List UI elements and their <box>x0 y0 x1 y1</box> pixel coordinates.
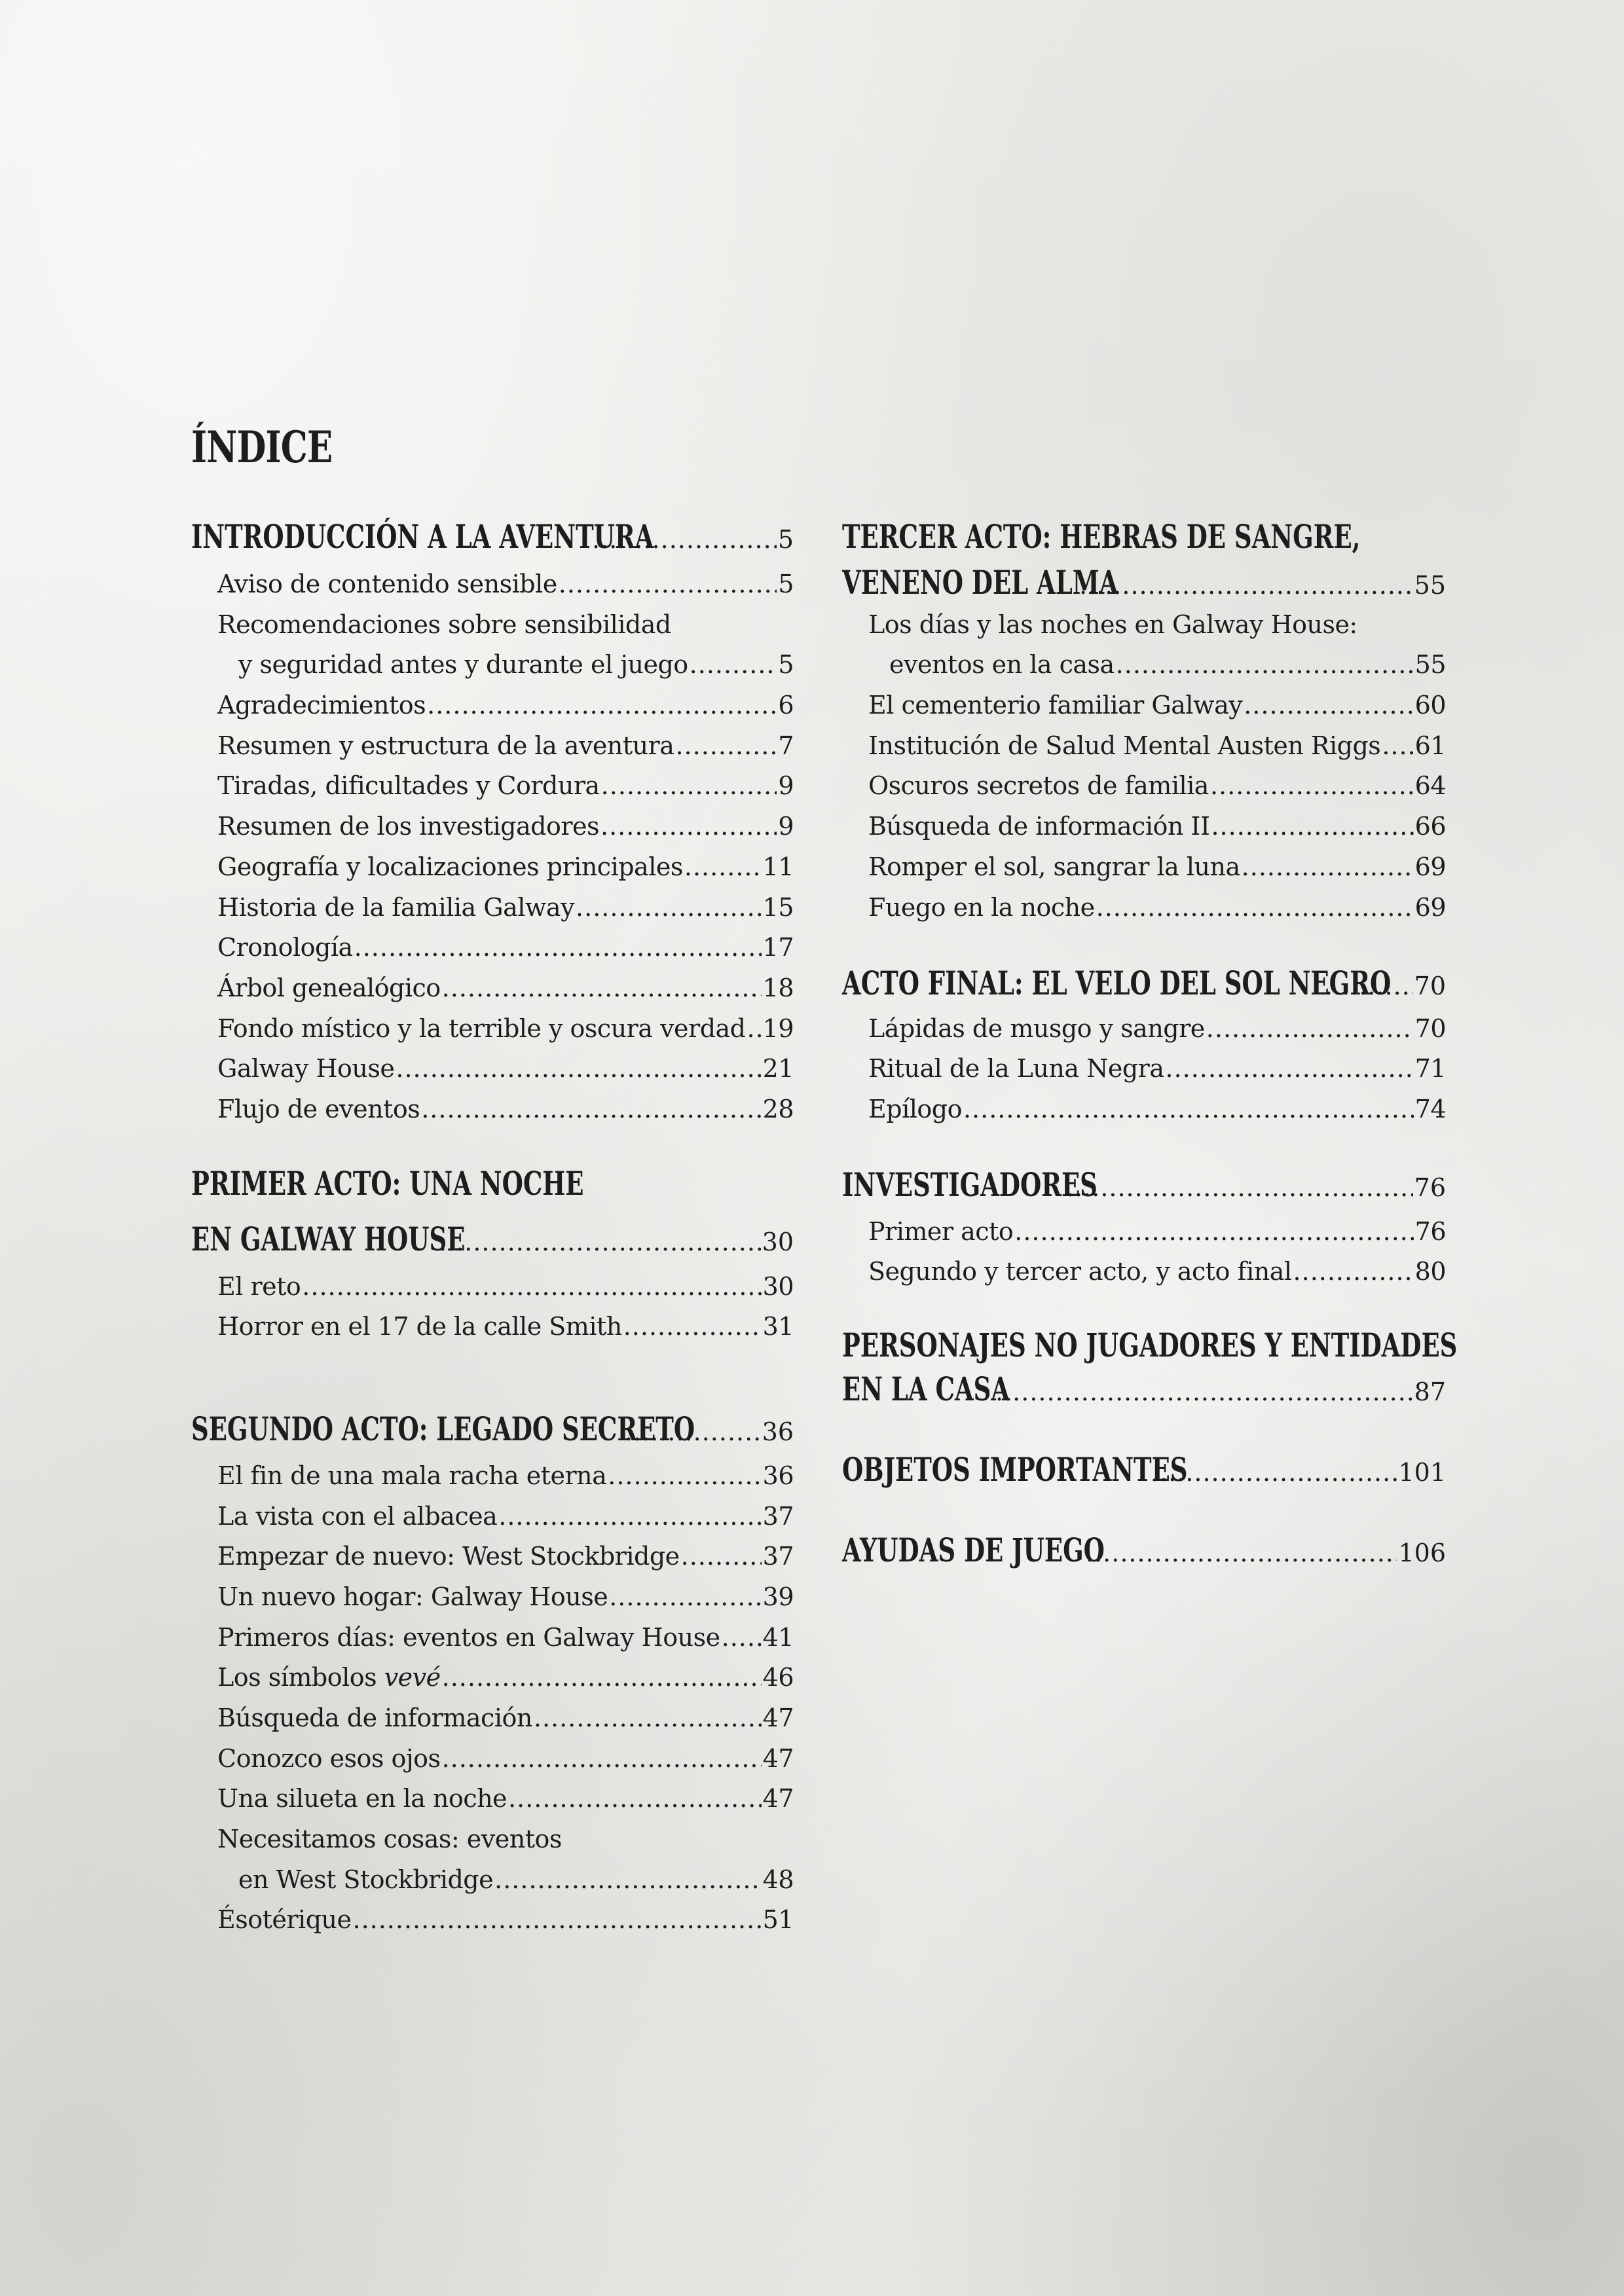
toc-section-objects[interactable] <box>842 1450 1446 1489</box>
section-title: OBJETOS IMPORTANTES <box>842 1450 1188 1489</box>
section-title-line: PRIMER ACTO: UNA NOCHE <box>191 1164 584 1203</box>
section-title: EN LA CASA <box>842 1370 1010 1408</box>
toc-entry[interactable]: eventos en la casa ..... 55 <box>889 652 1446 677</box>
toc-entry[interactable]: Recomendaciones sobre sensibilidad <box>217 610 671 639</box>
toc-entry[interactable]: Los símbolos vevé ..... 46 <box>217 1665 794 1690</box>
toc-section-act3[interactable] <box>842 563 1446 602</box>
toc-entry[interactable]: Geografía y localizaciones principales ..... 11 <box>217 854 794 879</box>
toc-entry[interactable]: Empezar de nuevo: West Stockbridge ..... 37 <box>217 1544 794 1569</box>
section-title: INVESTIGADORES <box>842 1165 1098 1204</box>
page-number: 30 <box>762 1228 794 1256</box>
leader-dots <box>1151 1460 1397 1485</box>
page-number: 70 <box>1414 972 1446 1000</box>
page-number: 87 <box>1414 1377 1446 1406</box>
toc-entry[interactable]: Oscuros secretos de familia ..... 64 <box>868 773 1446 798</box>
section-title: VENENO DEL ALMA <box>842 563 1118 602</box>
toc-entry[interactable]: Ésotérique ..... 51 <box>217 1907 794 1932</box>
toc-entry[interactable]: Historia de la familia Galway ..... 15 <box>217 895 794 920</box>
toc-section-act1[interactable] <box>191 1220 794 1258</box>
toc-entry[interactable]: Conozco esos ojos ..... 47 <box>217 1746 794 1771</box>
page-number: 55 <box>1414 571 1446 600</box>
toc-entry[interactable]: y seguridad antes y durante el juego ..... 5 <box>238 652 794 677</box>
toc-entry[interactable]: Galway House ..... 21 <box>217 1056 794 1081</box>
toc-entry[interactable]: Fuego en la noche ..... 69 <box>868 895 1446 920</box>
toc-entry[interactable]: Árbol genealógico ..... 18 <box>217 975 794 1000</box>
page-number: 101 <box>1398 1458 1446 1487</box>
page-number: 5 <box>777 525 794 554</box>
toc-entry[interactable]: Un nuevo hogar: Galway House ..... 39 <box>217 1584 794 1609</box>
toc-entry[interactable]: Primer acto ..... 76 <box>868 1219 1446 1244</box>
leader-dots <box>439 1230 761 1254</box>
section-title-line: TERCER ACTO: HEBRAS DE SANGRE, <box>842 517 1361 556</box>
toc-entry[interactable]: Resumen y estructura de la aventura ..... 7 <box>217 733 794 758</box>
toc-section-final-act[interactable] <box>842 964 1446 1002</box>
toc-entry[interactable]: Ritual de la Luna Negra ..... 71 <box>868 1056 1446 1081</box>
toc-section-game-aids[interactable] <box>842 1531 1446 1569</box>
toc-entry[interactable]: Cronología ..... 17 <box>217 935 794 960</box>
toc-entry[interactable]: Agradecimientos ..... 6 <box>217 693 794 718</box>
leader-dots <box>995 1379 1413 1404</box>
toc-entry[interactable]: Institución de Salud Mental Austen Riggs ..... 61 <box>868 733 1446 758</box>
leader-dots <box>1066 1175 1413 1200</box>
toc-entry[interactable]: Segundo y tercer acto, y acto final ..... 80 <box>868 1259 1446 1284</box>
section-title: SEGUNDO ACTO: LEGADO SECRETO <box>191 1410 695 1448</box>
section-title: INTRODUCCIÓN A LA AVENTURA <box>191 517 654 556</box>
page-number: 106 <box>1398 1539 1446 1567</box>
leader-dots <box>1086 1540 1397 1565</box>
toc-section-intro[interactable] <box>191 517 794 556</box>
toc-entry[interactable]: Lápidas de musgo y sangre ..... 70 <box>868 1016 1446 1041</box>
toc-entry[interactable]: Fondo místico y la terrible y oscura verdad ..... 19 <box>217 1016 794 1041</box>
section-title: AYUDAS DE JUEGO <box>842 1531 1105 1569</box>
section-title-line: PERSONAJES NO JUGADORES Y ENTIDADES <box>842 1326 1458 1364</box>
toc-entry[interactable]: Los días y las noches en Galway House: <box>868 610 1357 639</box>
toc-entry[interactable]: Flujo de eventos ..... 28 <box>217 1097 794 1121</box>
toc-section-npcs[interactable] <box>842 1370 1446 1408</box>
toc-entry[interactable]: El fin de una mala racha eterna ..... 36 <box>217 1463 794 1488</box>
section-title: EN GALWAY HOUSE <box>191 1220 466 1258</box>
toc-entry[interactable]: Primeros días: eventos en Galway House ..... 41 <box>217 1625 794 1650</box>
toc-section-investigators[interactable] <box>842 1165 1446 1204</box>
leader-dots <box>1079 573 1413 598</box>
toc-entry[interactable]: Una silueta en la noche ..... 47 <box>217 1786 794 1811</box>
toc-entry[interactable]: Romper el sol, sangrar la luna ..... 69 <box>868 854 1446 879</box>
toc-entry[interactable]: El reto ..... 30 <box>217 1274 794 1299</box>
toc-entry[interactable]: La vista con el albacea ..... 37 <box>217 1504 794 1529</box>
toc-entry[interactable]: Búsqueda de información ..... 47 <box>217 1705 794 1730</box>
toc-entry[interactable]: Epílogo ..... 74 <box>868 1097 1446 1121</box>
toc-entry[interactable]: Necesitamos cosas: eventos <box>217 1825 562 1853</box>
toc-entry[interactable]: Resumen de los investigadores ..... 9 <box>217 814 794 839</box>
page-title: ÍNDICE <box>191 422 333 473</box>
page-number: 76 <box>1414 1173 1446 1202</box>
toc-entry[interactable]: El cementerio familiar Galway ..... 60 <box>868 693 1446 718</box>
toc-section-act2[interactable] <box>191 1410 794 1448</box>
toc-entry[interactable]: en West Stockbridge ..... 48 <box>238 1867 794 1892</box>
toc-entry[interactable]: Tiradas, dificultades y Cordura ..... 9 <box>217 773 794 798</box>
toc-entry[interactable]: Horror en el 17 de la calle Smith ..... 31 <box>217 1314 794 1339</box>
page-number: 36 <box>762 1417 794 1446</box>
toc-entry[interactable]: Búsqueda de información II ..... 66 <box>868 814 1446 839</box>
toc-entry[interactable]: Aviso de contenido sensible ..... 5 <box>217 572 794 596</box>
section-title: ACTO FINAL: EL VELO DEL SOL NEGRO <box>842 964 1392 1002</box>
